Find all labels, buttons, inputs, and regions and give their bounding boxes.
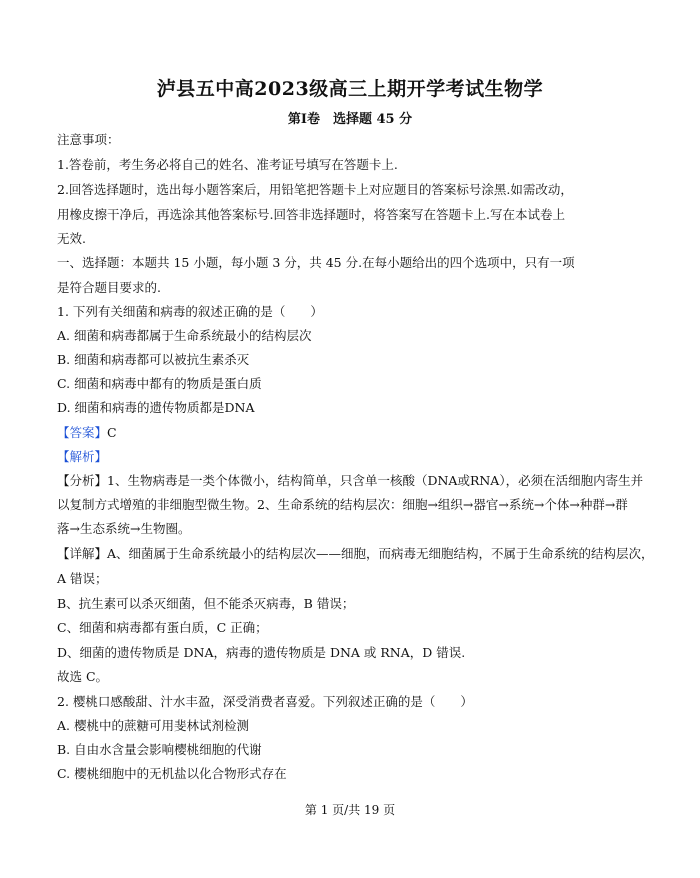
notice-item-2-line-3: 无效. xyxy=(57,231,86,246)
q1-detail-c: C、细菌和病毒都有蛋白质，C 正确； xyxy=(57,620,268,635)
page-title: 泸县五中高2023级高三上期开学考试生物学 xyxy=(156,78,544,100)
q1-stem: 1. 下列有关细菌和病毒的叙述正确的是（ ） xyxy=(57,304,323,319)
notice-heading: 注意事项： xyxy=(57,132,120,147)
section-instruction-line-2: 是符合题目要求的. xyxy=(57,280,161,295)
q2-option-b: B. 自由水含量会影响樱桃细胞的代谢 xyxy=(57,742,262,757)
q1-fenxi-line-1: 【分析】1、生物病毒是一类个体微小，结构简单，只含单一核酸（DNA或RNA），必须在活细胞内寄生并 xyxy=(57,473,644,488)
q1-option-a: A. 细菌和病毒都属于生命系统最小的结构层次 xyxy=(57,328,312,343)
q1-answer xyxy=(57,425,670,441)
notice-item-2-line-1: 2.回答选择题时，选出每小题答案后，用铅笔把答题卡上对应题目的答案标号涂黑.如需改动， xyxy=(57,182,573,197)
q1-fenxi-line-3: 落→生态系统→生物圈。 xyxy=(57,521,191,536)
q1-conclusion: 故选 C。 xyxy=(57,669,109,684)
q2-option-c: C. 樱桃细胞中的无机盐以化合物形式存在 xyxy=(57,766,287,781)
page-number: 第 1 页/共 19 页 xyxy=(304,803,396,817)
q1-detail-line-1: 【详解】A、细菌属于生命系统最小的结构层次——细胞，而病毒无细胞结构，不属于生命系统的结构层次， xyxy=(57,546,654,561)
analysis-tag: 【解析】 xyxy=(57,449,108,464)
q1-detail-line-2: A 错误； xyxy=(57,571,108,586)
section-instruction-line-1: 一、选择题：本题共 15 小题，每小题 3 分，共 45 分.在每小题给出的四个选项中，只有一项 xyxy=(57,255,575,270)
section-subtitle: 第Ⅰ卷 选择题 45 分 xyxy=(287,112,413,127)
answer-tag: 【答案】 xyxy=(57,425,108,440)
notice-item-1: 1.答卷前，考生务必将自己的姓名、准考证号填写在答题卡上. xyxy=(57,157,398,172)
q1-option-d: D. 细菌和病毒的遗传物质都是DNA xyxy=(57,400,255,415)
q1-detail-d: D、细菌的遗传物质是 DNA，病毒的遗传物质是 DNA 或 RNA，D 错误. xyxy=(57,645,466,660)
q2-option-a: A. 樱桃中的蔗糖可用斐林试剂检测 xyxy=(57,718,249,733)
q2-stem: 2. 樱桃口感酸甜、汁水丰盈，深受消费者喜爱。下列叙述正确的是（ ） xyxy=(57,694,473,709)
notice-item-2-line-2: 用橡皮擦干净后，再选涂其他答案标号.回答非选择题时，将答案写在答题卡上.写在本试卷上 xyxy=(57,207,565,222)
answer-value: C xyxy=(107,425,117,440)
q1-option-c: C. 细菌和病毒中都有的物质是蛋白质 xyxy=(57,376,262,391)
q1-detail-b: B、抗生素可以杀灭细菌，但不能杀灭病毒，B 错误； xyxy=(57,596,355,611)
q1-option-b: B. 细菌和病毒都可以被抗生素杀灭 xyxy=(57,352,250,367)
q1-fenxi-line-2: 以复制方式增殖的非细胞型微生物。2、生命系统的结构层次：细胞→组织→器官→系统→个体→种群→群 xyxy=(57,497,628,512)
